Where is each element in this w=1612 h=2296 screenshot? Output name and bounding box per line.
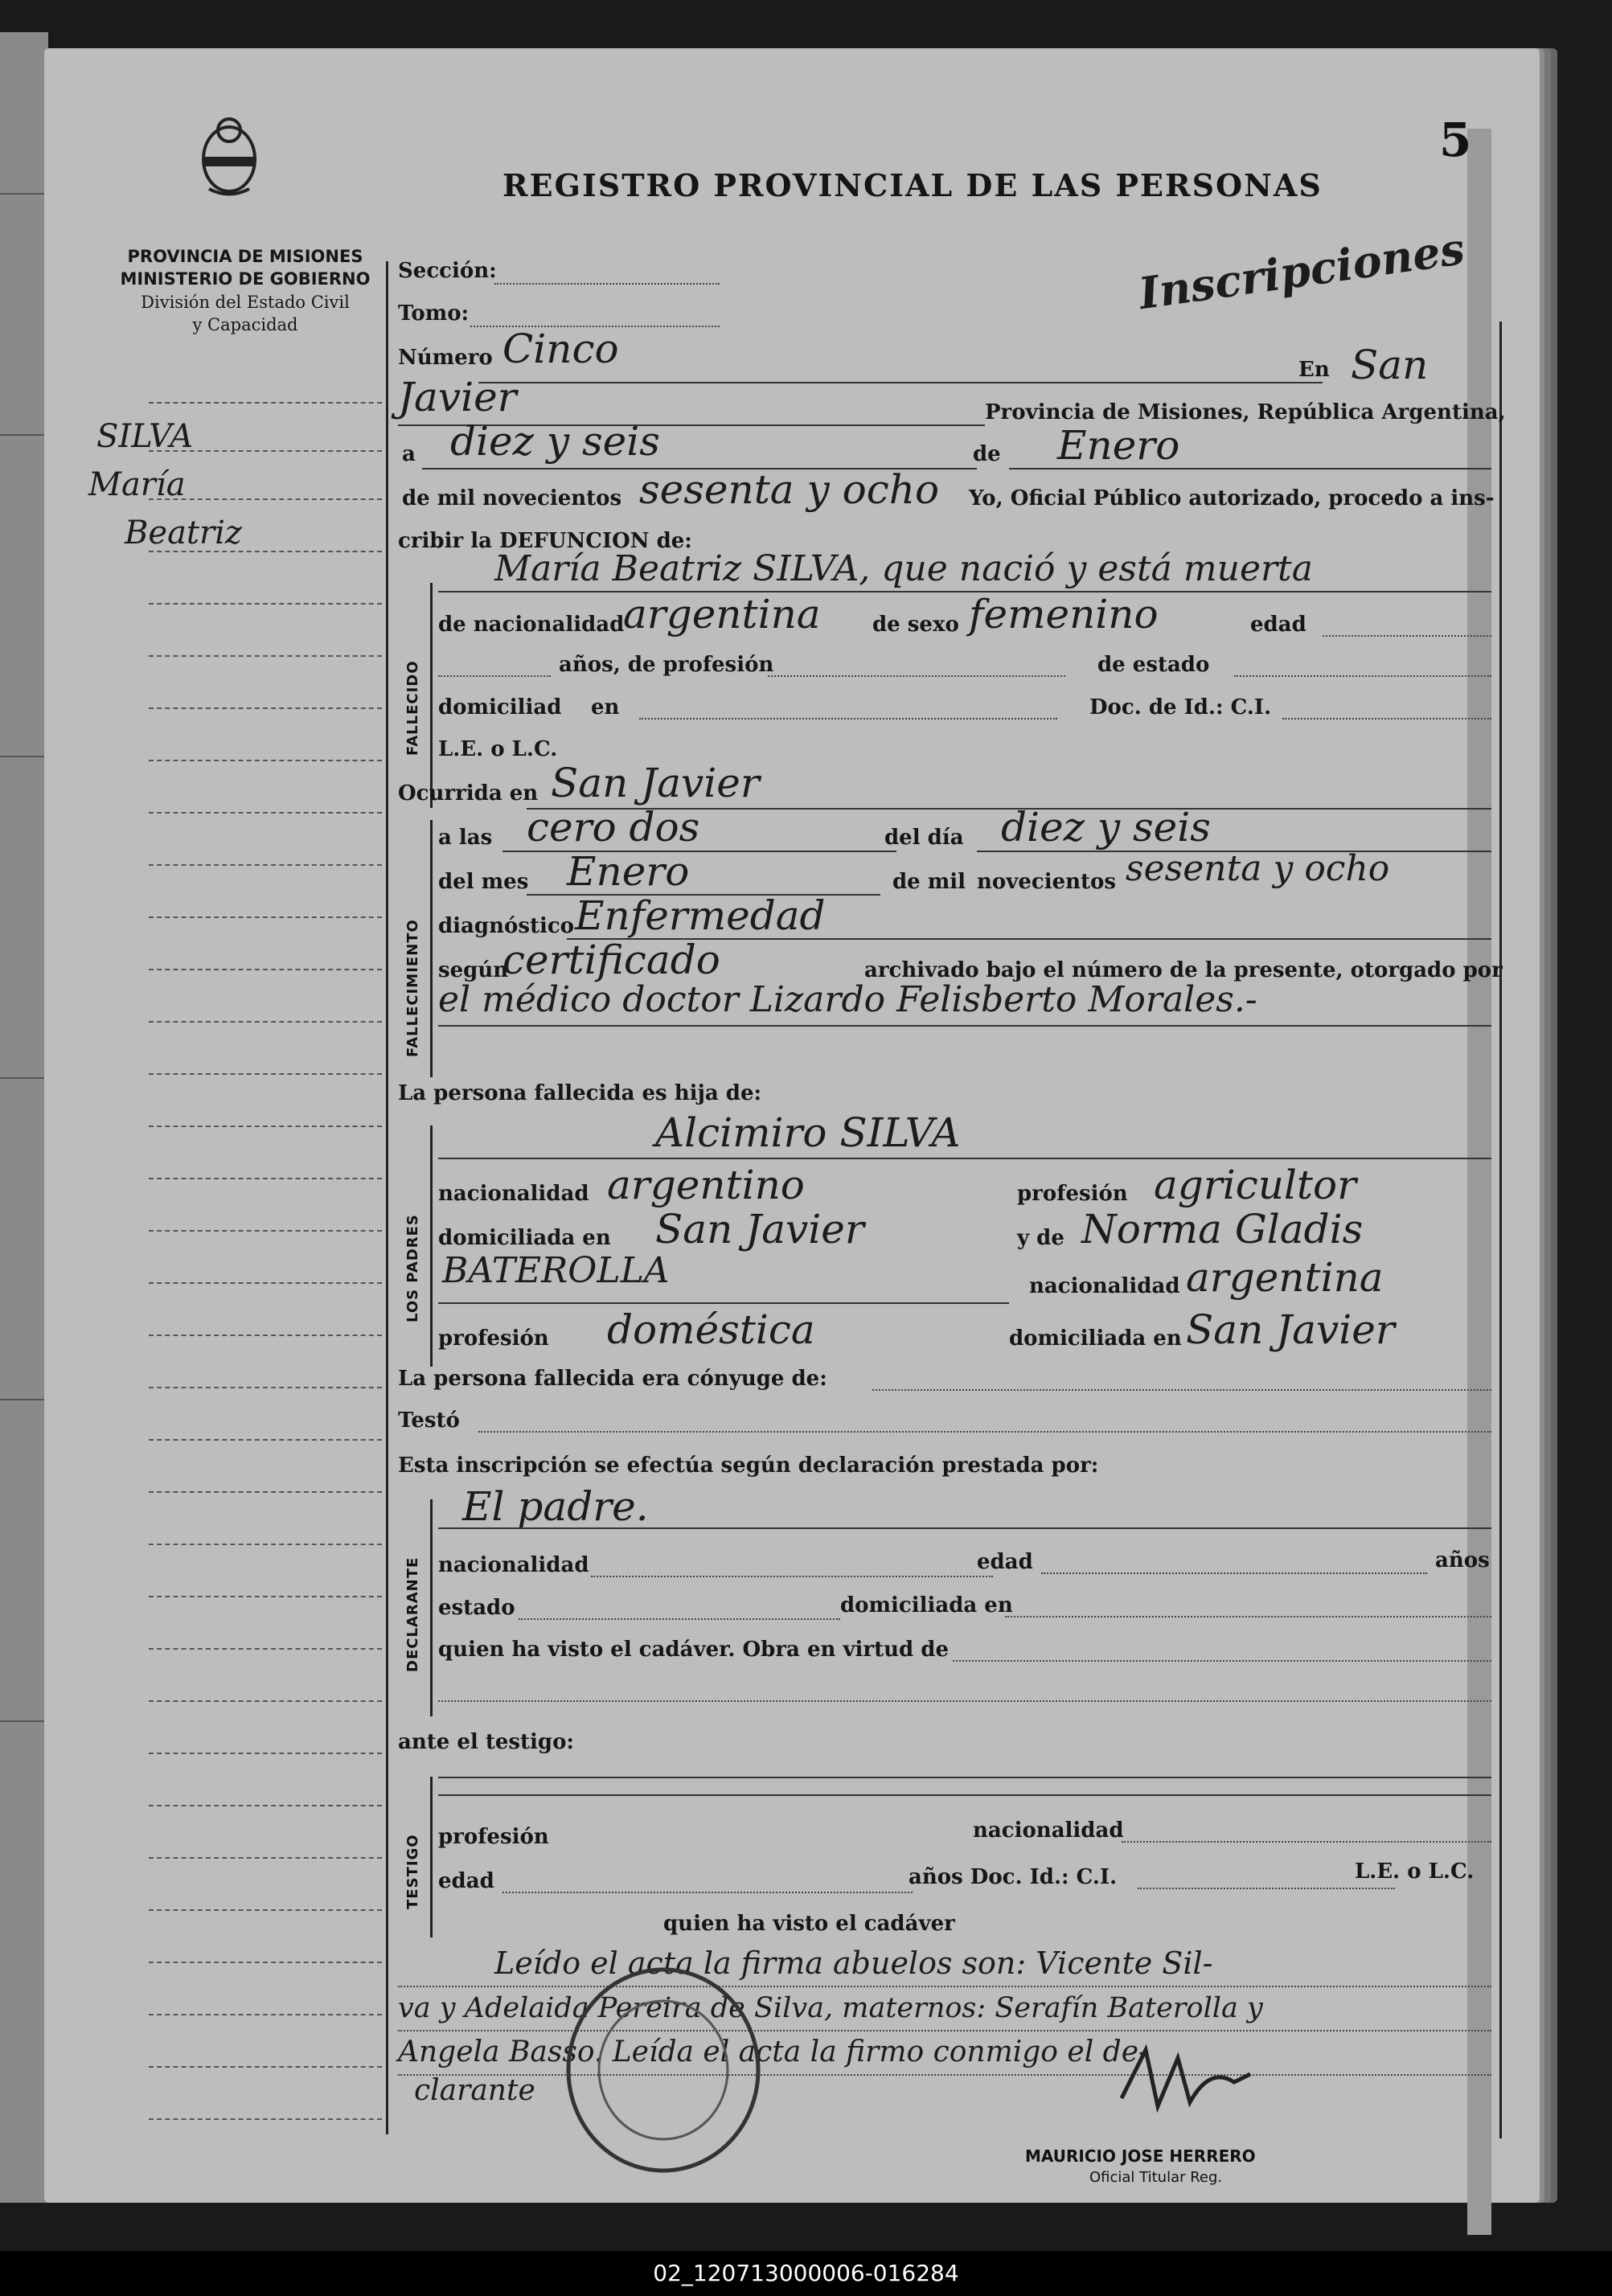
value-declarante: El padre. bbox=[462, 1483, 649, 1530]
value-ocurrida-en: San Javier bbox=[551, 760, 760, 806]
value-madre-nacionalidad: argentina bbox=[1186, 1254, 1384, 1301]
label-ante-testigo: ante el testigo: bbox=[398, 1730, 575, 1754]
label-yo-oficial: Yo, Oficial Público autorizado, procedo a ins- bbox=[969, 486, 1495, 510]
side-label-declarante: DECLARANTE bbox=[404, 1556, 421, 1672]
note-line-4: clarante bbox=[414, 2074, 535, 2107]
value-en: San bbox=[1351, 342, 1429, 388]
value-del-dia: diez y seis bbox=[1001, 804, 1211, 851]
label-madre-domicilio: domiciliada en bbox=[1009, 1326, 1182, 1351]
margin-name-2: Beatriz bbox=[125, 515, 242, 551]
note-line-1: Leído el acta la firma abuelos son: Vicente Sil- bbox=[494, 1945, 1213, 1981]
stamp-name: MAURICIO JOSE HERRERO bbox=[1025, 2146, 1256, 2166]
register-page bbox=[44, 48, 1540, 2203]
image-filename-caption: 02_120713000006-016284 bbox=[0, 2251, 1612, 2296]
label-anos-profesion: años, de profesión bbox=[559, 653, 774, 677]
label-padre-domicilio: domiciliada en bbox=[438, 1226, 611, 1250]
label-conyuge: La persona fallecida era cónyuge de: bbox=[398, 1367, 827, 1391]
coat-of-arms-icon bbox=[193, 113, 265, 201]
side-label-fallecido: FALLECIDO bbox=[404, 660, 421, 756]
value-anio: sesenta y ocho bbox=[639, 466, 940, 513]
side-label-fallecimiento: FALLECIMIENTO bbox=[404, 919, 421, 1057]
value-nacionalidad: argentina bbox=[623, 591, 821, 638]
label-inscripcion: Esta inscripción se efectúa según declaración prestada por: bbox=[398, 1453, 1099, 1478]
label-doc-id: Doc. de Id.: C.I. bbox=[1089, 695, 1272, 720]
adjacent-page-edge bbox=[0, 32, 48, 2203]
value-madre-profesion: doméstica bbox=[607, 1306, 815, 1353]
value-madre-apellido: BATEROLLA bbox=[442, 1250, 670, 1291]
label-cribir: cribir la DEFUNCION de: bbox=[398, 529, 692, 553]
label-sexo: de sexo bbox=[872, 613, 959, 637]
label-seccion: Sección: bbox=[398, 259, 497, 283]
value-padre-profesion: agricultor bbox=[1154, 1162, 1357, 1208]
label-archivado: archivado bajo el número de la presente, otorgado por bbox=[864, 958, 1503, 982]
label-y-de: y de bbox=[1017, 1226, 1064, 1250]
label-a-las: a las bbox=[438, 826, 493, 850]
office-line-3: División del Estado Civil bbox=[141, 292, 350, 312]
value-sexo: femenino bbox=[969, 591, 1159, 638]
label-testo: Testó bbox=[398, 1408, 460, 1433]
value-nombre: María Beatriz SILVA, que nació y está muerta bbox=[494, 548, 1313, 589]
value-a-las: cero dos bbox=[527, 804, 700, 851]
value-medico: el médico doctor Lizardo Felisberto Morales.- bbox=[438, 979, 1257, 1020]
label-en-dom: en bbox=[591, 695, 620, 720]
value-padre: Alcimiro SILVA bbox=[655, 1109, 961, 1156]
value-padre-domicilio: San Javier bbox=[655, 1206, 864, 1253]
label-del-mes: del mes bbox=[438, 870, 529, 894]
label-test-profesion: profesión bbox=[438, 1825, 549, 1849]
label-estado: de estado bbox=[1097, 653, 1210, 677]
label-decl-domiciliada: domiciliada en bbox=[840, 1593, 1013, 1617]
label-ocurrida-en: Ocurrida en bbox=[398, 781, 539, 806]
side-label-testigo: TESTIGO bbox=[404, 1834, 421, 1909]
label-domiciliad: domiciliad bbox=[438, 695, 562, 720]
value-dia: diez y seis bbox=[450, 418, 660, 465]
form-right-rule bbox=[1499, 322, 1502, 2138]
label-provincia: Provincia de Misiones, República Argentina, bbox=[985, 400, 1506, 424]
label-madre-nacionalidad: nacionalidad bbox=[1029, 1274, 1180, 1298]
value-del-mes: Enero bbox=[567, 848, 690, 895]
page-number: 5 bbox=[1439, 113, 1472, 167]
value-novecientos: sesenta y ocho bbox=[1126, 848, 1390, 889]
label-test-le: L.E. o L.C. bbox=[1355, 1859, 1475, 1884]
label-de-mil-novecientos: de mil novecientos bbox=[402, 486, 622, 510]
label-decl-nacionalidad: nacionalidad bbox=[438, 1553, 589, 1577]
value-madre: Norma Gladis bbox=[1081, 1206, 1364, 1253]
label-quien-visto: quien ha visto el cadáver. Obra en virtud de bbox=[438, 1638, 949, 1662]
label-decl-anos: años bbox=[1435, 1548, 1490, 1572]
label-numero: Número bbox=[398, 346, 493, 370]
label-del-dia: del día bbox=[884, 826, 964, 850]
note-line-3: Angela Basso. Leída el acta la firmo conmigo el de- bbox=[398, 2036, 1149, 2068]
label-nacionalidad: de nacionalidad bbox=[438, 613, 625, 637]
value-javier: Javier bbox=[398, 374, 517, 420]
page-title: REGISTRO PROVINCIAL DE LAS PERSONAS bbox=[502, 167, 1323, 203]
label-decl-estado: estado bbox=[438, 1596, 515, 1620]
label-padre-nacionalidad: nacionalidad bbox=[438, 1182, 589, 1206]
value-madre-domicilio: San Javier bbox=[1186, 1306, 1395, 1353]
office-line-4: y Capacidad bbox=[192, 315, 298, 335]
form-left-rule bbox=[386, 261, 388, 2134]
margin-surname: SILVA bbox=[96, 418, 194, 455]
office-header bbox=[109, 245, 382, 336]
page-stack-edge bbox=[1467, 129, 1491, 2235]
label-decl-edad: edad bbox=[977, 1550, 1033, 1574]
label-novecientos: novecientos bbox=[977, 870, 1117, 894]
note-line-2: va y Adelaida Pereira de Silva, maternos: Serafín Baterolla y bbox=[398, 1992, 1263, 2024]
value-mes: Enero bbox=[1057, 422, 1180, 469]
value-diagnostico: Enfermedad bbox=[575, 892, 826, 939]
label-le-lc: L.E. o L.C. bbox=[438, 737, 558, 761]
label-tomo: Tomo: bbox=[398, 301, 470, 326]
label-test-edad: edad bbox=[438, 1869, 494, 1893]
label-en: En bbox=[1298, 358, 1330, 382]
stamp-title: Oficial Titular Reg. bbox=[1089, 2169, 1223, 2186]
label-diagnostico: diagnóstico bbox=[438, 914, 575, 938]
label-de: de bbox=[973, 442, 1001, 466]
official-seal-stamp bbox=[559, 1962, 768, 2179]
label-hija-de: La persona fallecida es hija de: bbox=[398, 1081, 762, 1105]
label-edad: edad bbox=[1250, 613, 1306, 637]
label-test-quien: quien ha visto el cadáver bbox=[663, 1912, 955, 1936]
signature-top: Inscripciones bbox=[1135, 222, 1468, 320]
margin-name-1: María bbox=[88, 466, 186, 503]
office-line-2: MINISTERIO DE GOBIERNO bbox=[120, 269, 371, 289]
label-madre-profesion: profesión bbox=[438, 1326, 549, 1351]
side-label-los-padres: LOS PADRES bbox=[404, 1214, 421, 1322]
value-numero: Cinco bbox=[502, 326, 619, 372]
label-segun: según bbox=[438, 958, 509, 982]
label-test-nacionalidad: nacionalidad bbox=[973, 1818, 1124, 1843]
value-padre-nacionalidad: argentino bbox=[607, 1162, 805, 1208]
label-a: a bbox=[402, 442, 416, 466]
label-test-anos: años Doc. Id.: C.I. bbox=[909, 1865, 1118, 1889]
label-de-mil: de mil bbox=[892, 870, 966, 894]
office-line-1: PROVINCIA DE MISIONES bbox=[127, 247, 363, 266]
label-padre-profesion: profesión bbox=[1017, 1182, 1128, 1206]
value-segun: certificado bbox=[502, 937, 720, 983]
official-signature bbox=[1114, 2034, 1258, 2130]
